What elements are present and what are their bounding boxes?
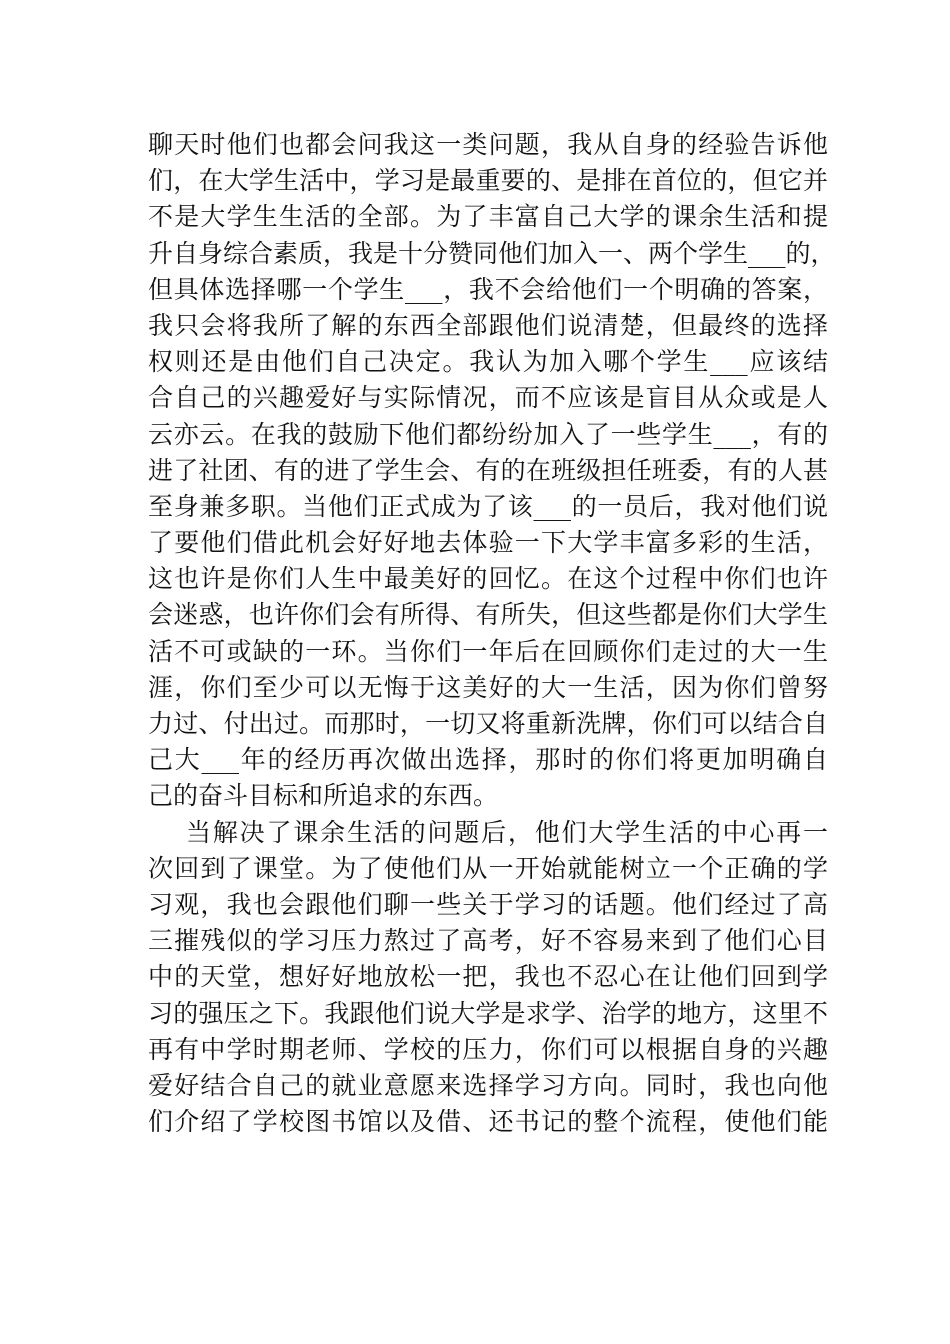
text-line: 合自己的兴趣爱好与实际情况，而不应该是盲目从众或是人	[148, 383, 828, 413]
text-line: 己的奋斗目标和所追求的东西。	[148, 781, 499, 811]
text-line: 但具体选择哪一个学生___，我不会给他们一个明确的答案，	[148, 274, 828, 304]
text-line: 我只会将我所了解的东西全部跟他们说清楚，但最终的选择	[148, 310, 828, 340]
text-line: 习观，我也会跟他们聊一些关于学习的话题。他们经过了高	[148, 889, 828, 919]
document-body	[148, 127, 836, 1140]
text-line: 权则还是由他们自己决定。我认为加入哪个学生___应该结	[148, 347, 828, 377]
text-line: 活不可或缺的一环。当你们一年后在回顾你们走过的大一生	[148, 636, 828, 666]
text-line: 不是大学生生活的全部。为了丰富自己大学的课余生活和提	[148, 202, 828, 232]
text-line: 再有中学时期老师、学校的压力，你们可以根据自身的兴趣	[148, 1034, 828, 1064]
text-line: 涯，你们至少可以无悔于这美好的大一生活，因为你们曾努	[148, 672, 828, 702]
text-line: 三摧残似的学习压力熬过了高考，好不容易来到了他们心目	[148, 926, 828, 956]
text-line: 次回到了课堂。为了使他们从一开始就能树立一个正确的学	[148, 853, 828, 883]
text-line: 云亦云。在我的鼓励下他们都纷纷加入了一些学生___，有的	[148, 419, 828, 449]
text-line: 这也许是你们人生中最美好的回忆。在这个过程中你们也许	[148, 564, 828, 594]
text-line: 中的天堂，想好好地放松一把，我也不忍心在让他们回到学	[148, 962, 828, 992]
text-line: 至身兼多职。当他们正式成为了该___的一员后，我对他们说	[148, 491, 828, 521]
text-line: 当解决了课余生活的问题后，他们大学生活的中心再一	[186, 817, 828, 847]
paragraph-2	[148, 815, 828, 1141]
text-line: 了要他们借此机会好好地去体验一下大学丰富多彩的生活，	[148, 528, 828, 558]
text-line: 进了社团、有的进了学生会、有的在班级担任班委，有的人甚	[148, 455, 828, 485]
text-line: 习的强压之下。我跟他们说大学是求学、治学的地方，这里不	[148, 998, 828, 1028]
text-line: 升自身综合素质，我是十分赞同他们加入一、两个学生___的，	[148, 238, 836, 268]
text-line: 聊天时他们也都会问我这一类问题，我从自身的经验告诉他	[148, 130, 828, 159]
paragraph-1	[148, 127, 836, 815]
text-line: 们，在大学生活中，学习是最重要的、是排在首位的，但它并	[148, 166, 828, 196]
text-line: 们介绍了学校图书馆以及借、还书记的整个流程，使他们能	[148, 1107, 828, 1137]
text-line: 会迷惑，也许你们会有所得、有所失，但这些都是你们大学生	[148, 600, 828, 630]
text-line: 爱好结合自己的就业意愿来选择学习方向。同时，我也向他	[148, 1070, 828, 1100]
text-line: 己大___年的经历再次做出选择，那时的你们将更加明确自	[148, 745, 828, 775]
text-line: 力过、付出过。而那时，一切又将重新洗牌，你们可以结合自	[148, 709, 828, 738]
